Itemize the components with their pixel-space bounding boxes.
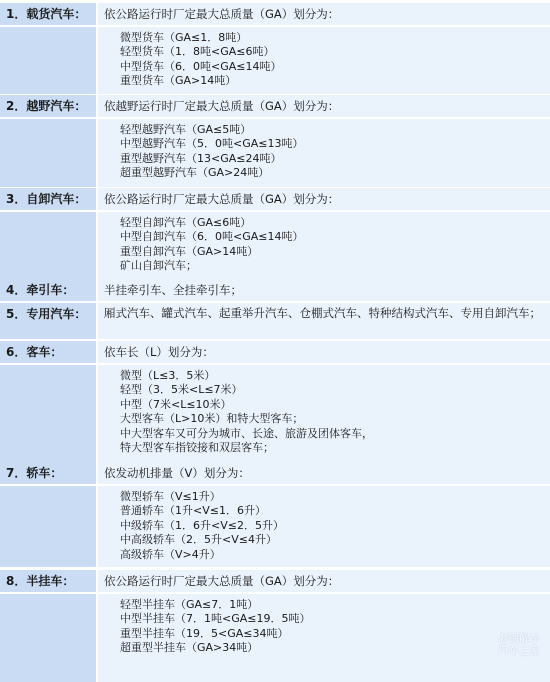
section-header <box>0 3 550 25</box>
list-item: 轻型货车（1．8吨<GA≤6吨） <box>120 45 275 59</box>
category-description: 依公路运行时厂定最大总质量（GA）划分为： <box>96 188 550 210</box>
category-label: 8．半挂车： <box>0 570 96 592</box>
section-header <box>0 303 550 339</box>
list-item: 微型货车（GA≤1．8吨） <box>120 31 248 44</box>
list-item: 微型（L≤3．5米） <box>120 369 216 382</box>
column-divider <box>96 303 98 339</box>
watermark <box>498 633 540 657</box>
section-2 <box>0 95 550 187</box>
list-item: 高级轿车（V>4升） <box>120 547 221 561</box>
items-list <box>96 119 550 187</box>
label-column-cell <box>0 119 96 187</box>
column-divider <box>96 279 98 301</box>
section-body <box>0 27 550 94</box>
section-header <box>0 462 550 484</box>
list-item: 中高级轿车（2．5升<V≤4升） <box>120 533 277 547</box>
list-item: 中型半挂车（7．1吨<GA≤19．5吨） <box>120 612 311 626</box>
section-header <box>0 95 550 117</box>
list-item: 轻型越野汽车（GA≤5吨） <box>120 123 252 136</box>
column-divider <box>96 341 98 481</box>
watermark-line1: 老锅解车 <box>498 633 540 645</box>
list-item: 轻型半挂车（GA≤7．1吨） <box>120 598 259 611</box>
label-column-cell <box>0 594 96 682</box>
items-list <box>96 27 550 94</box>
column-divider <box>96 188 98 279</box>
list-item: 重型自卸汽车（GA>14吨） <box>120 244 259 258</box>
category-description: 依发动机排量（V）划分为： <box>96 462 550 484</box>
category-description: 依公路运行时厂定最大总质量（GA）划分为： <box>96 570 550 592</box>
category-description: 依车长（L）划分为： <box>96 341 550 363</box>
items-list <box>96 594 550 682</box>
list-item: 轻型（3．5米<L≤7米） <box>120 383 243 397</box>
section-5 <box>0 303 550 339</box>
section-body <box>0 119 550 187</box>
list-item: 普通轿车（1升<V≤1．6升） <box>120 504 266 518</box>
list-item: 大型客车（L>10米）和特大型客车； <box>120 412 304 426</box>
section-body <box>0 486 550 567</box>
list-item: 中型货车（6．0吨<GA≤14吨） <box>120 59 282 73</box>
list-item: 微型轿车（V≤1升） <box>120 490 221 503</box>
list-item: 中型越野汽车（5．0吨<GA≤13吨） <box>120 137 304 151</box>
column-divider <box>96 95 98 187</box>
category-label: 1．载货汽车： <box>0 3 96 25</box>
section-4 <box>0 279 550 301</box>
section-header <box>0 341 550 363</box>
list-item: 特大型客车指铰接和双层客车； <box>120 441 274 455</box>
list-item: 重型半挂车（19．5<GA≤34吨） <box>120 626 289 640</box>
category-description: 依公路运行时厂定最大总质量（GA）划分为： <box>96 3 550 25</box>
watermark-line2: 汽车之家 <box>498 645 540 657</box>
category-label: 4．牵引车： <box>0 279 96 301</box>
section-6 <box>0 341 550 481</box>
column-divider <box>96 462 98 567</box>
items-list <box>96 486 550 567</box>
category-description: 厢式汽车、罐式汽车、起重举升汽车、仓棚式汽车、特种结构式汽车、专用自卸汽车； <box>96 303 550 339</box>
section-1 <box>0 3 550 94</box>
label-column-cell <box>0 212 96 279</box>
list-item: 重型越野汽车（13<GA≤24吨） <box>120 151 282 165</box>
label-column-cell <box>0 27 96 94</box>
list-item: 超重型半挂车（GA>34吨） <box>120 641 259 655</box>
list-item: 中型（7米<L≤10米） <box>120 397 232 411</box>
section-header <box>0 570 550 592</box>
label-column-cell <box>0 486 96 567</box>
section-3 <box>0 188 550 279</box>
list-item: 中级轿车（1．6升<V≤2．5升） <box>120 518 284 532</box>
section-7 <box>0 462 550 567</box>
category-label: 5．专用汽车： <box>0 303 96 339</box>
column-divider <box>96 570 98 682</box>
category-label: 7．轿车： <box>0 462 96 484</box>
category-label: 6．客车： <box>0 341 96 363</box>
section-8 <box>0 570 550 682</box>
list-item: 重型货车（GA>14吨） <box>120 74 237 88</box>
category-label: 3．自卸汽车： <box>0 188 96 210</box>
section-body <box>0 594 550 682</box>
column-divider <box>96 3 98 94</box>
list-item: 矿山自卸汽车； <box>120 259 197 273</box>
category-label: 2．越野汽车： <box>0 95 96 117</box>
section-header <box>0 188 550 210</box>
list-item: 超重型越野汽车（GA>24吨） <box>120 166 270 180</box>
section-body <box>0 212 550 279</box>
category-description: 半挂牵引车、全挂牵引车； <box>96 279 550 301</box>
list-item: 中大型客车又可分为城市、长途、旅游及团体客车， <box>120 426 373 440</box>
section-header <box>0 279 550 301</box>
list-item: 轻型自卸汽车（GA≤6吨） <box>120 216 252 229</box>
items-list <box>96 212 550 279</box>
category-description: 依越野运行时厂定最大总质量（GA）划分为： <box>96 95 550 117</box>
list-item: 中型自卸汽车（6．0吨<GA≤14吨） <box>120 230 304 244</box>
